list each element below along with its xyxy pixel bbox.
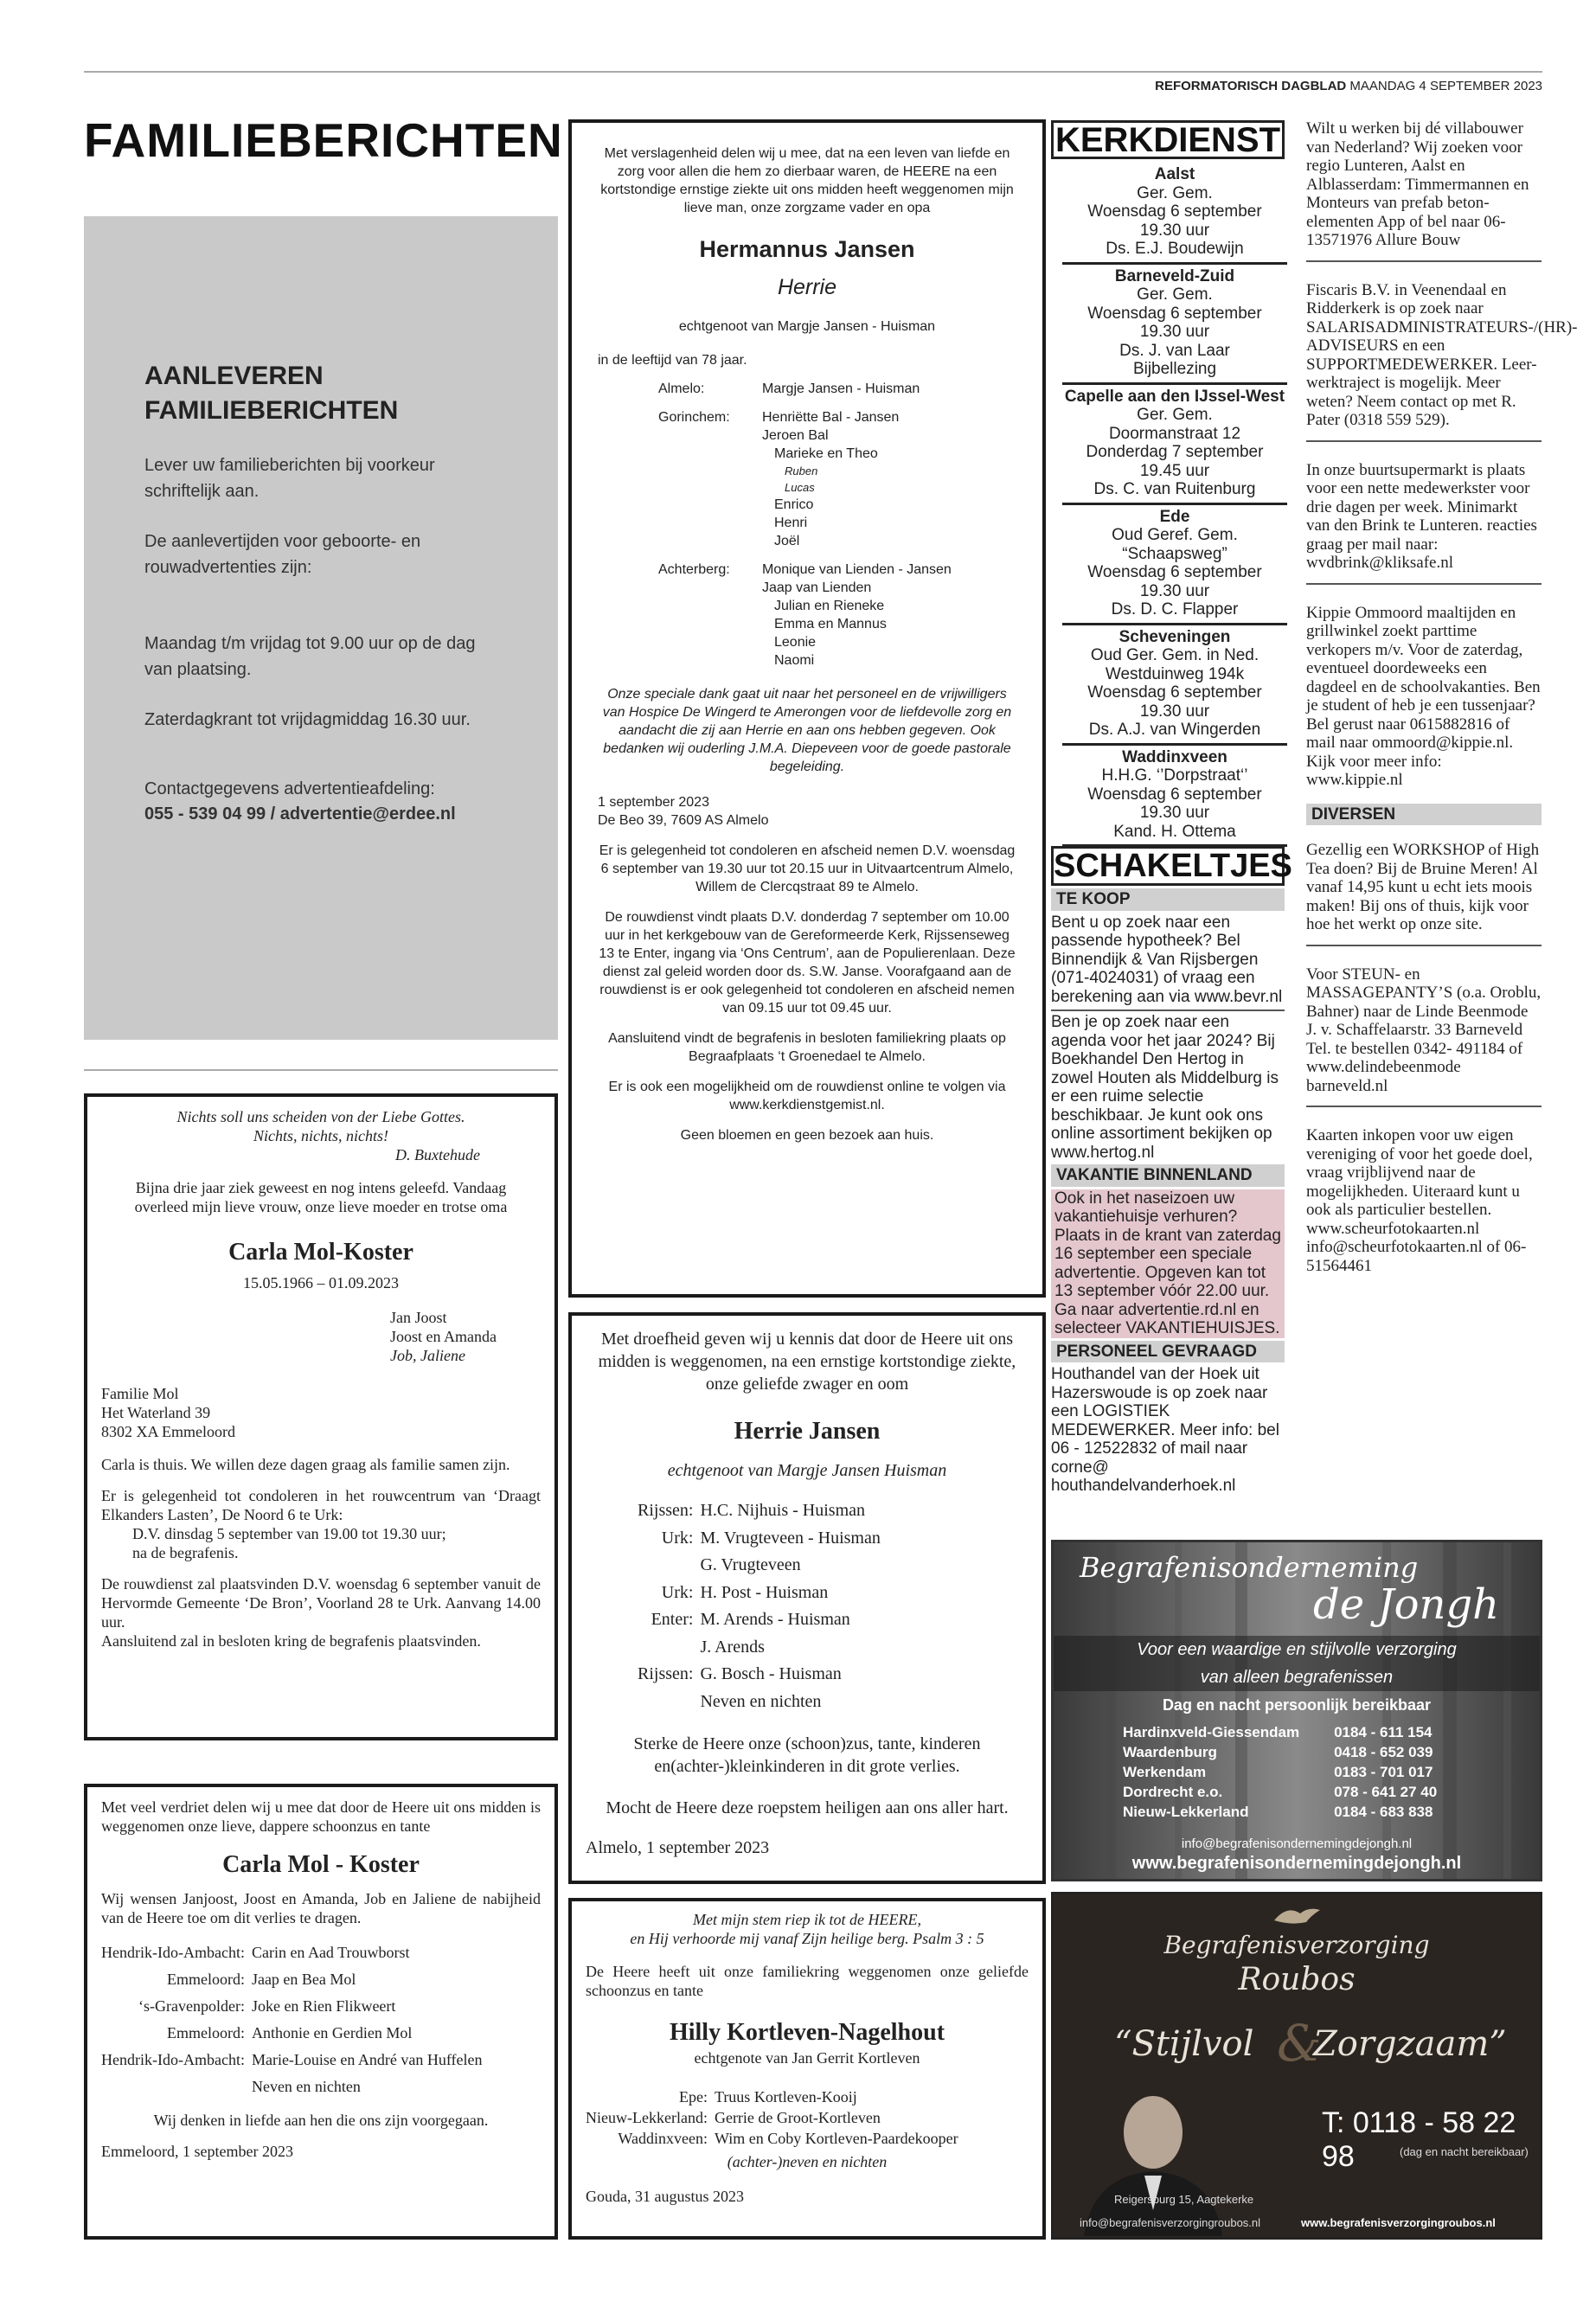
category-personeel: PERSONEEL GEVRAAGD [1051, 1341, 1285, 1363]
names: J. Arends [700, 1637, 765, 1657]
family-member: Henriëtte Bal - Jansen [762, 410, 900, 425]
family-group [598, 408, 1016, 550]
service-line: Ds. E.J. Boudewijn [1106, 240, 1244, 258]
paper-name: REFORMATORISCH DAGBLAD [1155, 79, 1347, 93]
paragraph: Wij denken in liefde aan hen die ons zijn voorgegaan. [153, 2112, 489, 2129]
classified-ad: Voor STEUN- en MASSAGEPANTY’S (o.a. Oroblu, Bahner) naar de Linde Beenmode J. v. Schaffelaarstr. 33 Barneveld Tel. te bestellen 0342- 491184 of www.delindebeenmode barneveld.nl [1306, 965, 1542, 1095]
family-group [598, 380, 1016, 398]
family-row [586, 2128, 958, 2149]
family-member: Marieke en Theo [774, 446, 878, 461]
quote-line: Nichts, nichts, nichts! [253, 1127, 388, 1144]
quote-line: en Hij verhoorde mij vanaf Zijn heilige berg. Psalm 3 : 5 [630, 1930, 984, 1947]
names: Jaap en Bea Mol [251, 1971, 356, 1988]
family-row [101, 1966, 483, 1993]
family-row [638, 1606, 881, 1634]
service-line: 19.30 uur [1139, 804, 1210, 822]
ad-hilly-kortleven [568, 1898, 1046, 2240]
address: De Beo 39, 7609 AS Almelo [598, 813, 769, 828]
thanks: Onze speciale dank gaat uit naar het personeel en de vrijwilligers van Hospice De Wingerd te Amerongen voor de liefdevolle zorg en aandacht die zij aan Herrie en aan ons hebben gegeven. Ook bedanken wij ouderling J.M.A. Diepeveen voor de goede pastorale begeleiding. [602, 687, 1012, 774]
spouse: echtgenoot van Margje Jansen - Huisman [678, 319, 936, 334]
deceased-name: Hermannus Jansen [699, 236, 915, 262]
family-table [586, 2086, 958, 2149]
place: Emmeloord: [166, 1971, 245, 1988]
family-line: Jan Joost [390, 1309, 447, 1326]
family-member: Naomi [774, 653, 815, 668]
service-line: Woensdag 6 september [1087, 785, 1262, 804]
classified-ad: Fiscaris B.V. in Veenendaal en Ridderkerk is op zoek naar SALARISADMINISTRATEURS-/(HR)-ADVISEURS en een SUPPORTMEDEWERKER. Leer-werktraject is mogelijk. Meer weten? Neem contact op met R. Pater (0318 559 529). [1306, 280, 1578, 429]
paragraph: D.V. dinsdag 5 september van 19.00 tot 19.30 uur; [132, 1525, 446, 1542]
schakeltjes-title: SCHAKELTJES [1051, 846, 1285, 886]
place: Dordrecht e.o. [1123, 1784, 1223, 1800]
place: Rijssen: [638, 1664, 694, 1683]
place: Werkendam [1123, 1764, 1207, 1780]
place [638, 1634, 700, 1662]
dejongh-slogan [1054, 1636, 1540, 1691]
service-line: 19.45 uur [1139, 461, 1210, 480]
family-member: Monique van Lienden - Jansen [762, 562, 952, 577]
kerkdienst-entry [1062, 265, 1287, 385]
slogan-line: van alleen begrafenissen [1200, 1668, 1394, 1687]
bird-icon [1270, 1903, 1322, 1929]
slogan-line: Voor een waardige en stijlvolle verzorging [1137, 1640, 1457, 1659]
family-member: Lucas [785, 481, 815, 494]
family-member: Ruben [785, 465, 818, 478]
service-line: Donderdag 7 september [1086, 443, 1264, 461]
names: Neven en nichten [251, 2078, 361, 2095]
intro: Bijna drie jaar ziek geweest en nog intens geleefd. Vandaag overleed mijn lieve vrouw, onze lieve moeder en trotse oma [134, 1179, 508, 1215]
category-te-koop: TE KOOP [1051, 888, 1285, 911]
phone-row [1123, 1802, 1437, 1822]
divider [1306, 945, 1542, 946]
roubos-line1: Begrafenisverzorging [1163, 1931, 1430, 1959]
paragraph: Geen bloemen en geen bezoek aan huis. [680, 1128, 934, 1143]
paragraph: Carla is thuis. We willen deze dagen graag als familie samen zijn. [101, 1456, 510, 1473]
roubos-slogan-b: Zorgzaam” [1313, 2024, 1507, 2064]
names: Gerrie de Groot-Kortleven [714, 2109, 881, 2126]
service-line: Ger. Gem. [1137, 183, 1213, 202]
header-rule [84, 71, 1542, 73]
page-header [1125, 79, 1542, 93]
roubos-address: Reigersburg 15, Aagtekerke [1114, 2193, 1254, 2206]
spouse: echtgenoot van Margje Jansen Huisman [667, 1461, 947, 1480]
place [638, 1552, 700, 1580]
names: H. Post - Huisman [700, 1582, 829, 1602]
classified-ad: Bent u op zoek naar een passende hypotheek? Bel Binnendijk & Van Rijsbergen (071-4024031) of vraag een berekening aan via www.bevr.nl [1051, 913, 1283, 1006]
classified-ad-highlight: Ook in het naseizoen uw vakantiehuisje verhuren? Plaats in de krant van zaterdag 16 september een speciale advertentie. Opgeven kan tot 13 september vóór 22.00 uur. Ga naar advertentie.rd.nl en selecteer VAKANTIEHUISJES. [1051, 1189, 1285, 1338]
classified-ad: Houthandel van der Hoek uit Hazerswoude is op zoek naar een LOGISTIEK MEDEWERKER. Meer info: bel 06 - 12522832 of mail naar corne@ houthandelvanderhoek.nl [1051, 1365, 1279, 1495]
deceased-name: Carla Mol - Koster [222, 1851, 420, 1878]
dejongh-line1: Begrafenisonderneming [1080, 1551, 1419, 1584]
family-row [638, 1661, 881, 1689]
kerkdienst-list [1062, 163, 1287, 847]
footer: Gouda, 31 augustus 2023 [586, 2188, 744, 2205]
dejongh-email[interactable]: info@begrafenisondernemingdejongh.nl [1181, 1836, 1413, 1851]
col1-divider [84, 1069, 558, 1071]
place [101, 2073, 252, 2100]
info-title-2: FAMILIEBERICHTEN [144, 396, 399, 425]
place: Epe: [678, 2088, 708, 2106]
divider [1306, 1106, 1542, 1107]
date: 1 september 2023 [598, 795, 709, 810]
names: H.C. Nijhuis - Huisman [700, 1501, 866, 1520]
service-line: Woensdag 6 september [1087, 683, 1262, 702]
kerkdienst-entry [1062, 505, 1287, 625]
family-line: Joost en Amanda [390, 1328, 497, 1345]
town: Ede [1159, 507, 1190, 526]
place: Emmeloord: [166, 2024, 245, 2041]
info-contact: 055 - 539 04 99 / advertentie@erdee.nl [144, 804, 456, 824]
service-line: Ds. J. van Laar [1119, 341, 1230, 360]
intro: Met verslagenheid delen wij u mee, dat na een leven van liefde en zorg voor allen die hem zo dierbaar waren, de HEERE na een kortstondige ernstige ziekte uit ons midden heeft weggenomen mijn lieve man, onze zorgzame vader en opa [600, 146, 1014, 215]
header-date: MAANDAG 4 SEPTEMBER 2023 [1349, 79, 1542, 93]
service-line: Oud Ger. Gem. in Ned. [1090, 646, 1259, 664]
kerkdienst-entry [1062, 385, 1287, 505]
place: Urk: [661, 1582, 694, 1602]
dejongh-web[interactable]: www.begrafenisondernemingdejongh.nl [1131, 1854, 1462, 1873]
quote-line: Nichts soll uns scheiden von der Liebe Gottes. [176, 1108, 465, 1125]
place: Waddinxveen: [618, 2130, 708, 2147]
dejongh-phone-table [1123, 1722, 1437, 1822]
classified-ad: Kippie Ommoord maaltijden en grillwinkel zoekt parttime verkopers m/v. Voor de zaterdag, eventueel doordeweeks een dagdeel en de schoolvakanties. Ben je student of heb je een tussenjaar? Bel gerust naar 0615882816 of mail naar ommoord@kippie.nl. Kijk voor meer info: www.kippie.nl [1306, 603, 1541, 789]
ad-dejongh [1051, 1540, 1542, 1881]
service-line: Westduinweg 194k [1105, 664, 1245, 683]
ad-herrie-jansen [568, 1312, 1046, 1884]
family-member: Julian en Rieneke [774, 599, 885, 613]
roubos-line2: Roubos [1238, 1962, 1356, 1997]
service-line: Ds. A.J. van Wingerden [1088, 721, 1261, 739]
deceased-name: Herrie Jansen [734, 1418, 881, 1445]
footer: Emmeloord, 1 september 2023 [101, 2143, 293, 2160]
town: Capelle aan den IJssel-West [1064, 387, 1285, 406]
names: G. Bosch - Huisman [700, 1664, 842, 1683]
phone: 0418 - 652 039 [1334, 1744, 1433, 1760]
classified-ad: Gezellig een WORKSHOP of High Tea doen? Bij de Bruine Meren! Al vanaf 14,95 kunt u echt iets moois maken! Bij ons of thuis, kijk voor hoe het werkt op onze site. [1306, 841, 1540, 933]
kerkdienst-entry [1062, 746, 1287, 848]
names: Neven en nichten [700, 1691, 822, 1711]
roubos-phone: T: 0118 - 58 22 98 [1322, 2106, 1516, 2173]
town: Scheveningen [1118, 627, 1231, 646]
service-line: 19.30 uur [1139, 323, 1210, 341]
quote-author: D. Buxtehude [395, 1146, 480, 1163]
footer: Almelo, 1 september 2023 [586, 1838, 770, 1857]
info-p3: Maandag t/m vrijdag tot 9.00 uur op de dag van plaatsing. [144, 634, 476, 679]
address-line: Familie Mol [101, 1385, 179, 1402]
paragraph: Aansluitend zal in besloten kring de begrafenis plaatsvinden. [101, 1632, 481, 1650]
family-group [598, 561, 1016, 670]
family-list [598, 380, 1016, 670]
place: Nieuw-Lekkerland: [586, 2109, 708, 2126]
service-line: Woensdag 6 september [1087, 304, 1262, 323]
service-line: “Schaapsweg” [1122, 544, 1227, 563]
phone-row [1123, 1742, 1437, 1762]
service-line: Oud Geref. Gem. [1112, 526, 1238, 544]
family-place: Achterberg: [658, 562, 730, 577]
family-row [101, 2073, 483, 2100]
service-line: 19.30 uur [1139, 221, 1210, 240]
paragraph: Aansluitend vindt de begrafenis in besloten familiekring plaats op Begraafplaats ‘t Groenedael te Almelo. [608, 1031, 1006, 1064]
family-member: Jeroen Bal [762, 428, 829, 443]
place: Hendrik-Ido-Ambacht: [101, 2051, 245, 2068]
service-line: Woensdag 6 september [1087, 202, 1262, 221]
names: Anthonie en Gerdien Mol [251, 2024, 413, 2041]
kerkdienst-entry [1062, 625, 1287, 746]
classified-ad: Kaarten inkopen voor uw eigen vereniging of voor het goede doel, vraag vrijblijvend naar de mogelijkheden. Uiteraard kunt u ook als particulier bestellen. www.scheurfotokaarten.nl info@scheurfotokaarten.nl of 06-51564461 [1306, 1126, 1533, 1275]
place: Enter: [651, 1610, 694, 1629]
age: in de leeftijd van 78 jaar. [598, 353, 747, 368]
roubos-slogan-amp: & [1277, 2014, 1322, 2073]
phone: 0183 - 701 017 [1334, 1764, 1433, 1780]
divider [1306, 260, 1542, 262]
family-member: Joël [774, 534, 800, 548]
family-row [638, 1525, 881, 1553]
place: Waardenburg [1123, 1744, 1217, 1760]
family-member: Margje Jansen - Huisman [762, 381, 920, 396]
family-member: Leonie [774, 635, 817, 650]
info-p4: Zaterdagkrant tot vrijdagmiddag 16.30 uur. [144, 710, 471, 729]
phone-row [1123, 1762, 1437, 1782]
service-line: Bijbellezing [1132, 360, 1217, 378]
divider [1306, 583, 1542, 585]
family-row [638, 1580, 881, 1607]
names: Truus Kortleven-Kooij [714, 2088, 857, 2106]
classified-ad: In onze buurtsupermarkt is plaats voor een nette medewerkster voor drie dagen per week. Minimarkt van den Brink te Lunteren. reacties graag per mail naar: wvdbrink@kliksafe.nl [1306, 460, 1537, 572]
town: Waddinxveen [1122, 747, 1227, 766]
names: Joke en Rien Flikweert [251, 1997, 396, 2015]
family-row [101, 2047, 483, 2073]
family-member: Enrico [774, 497, 814, 512]
paragraph: De rouwdienst vindt plaats D.V. donderdag 7 september om 10.00 uur in het kerkgebouw van de Gereformeerde Kerk, Rijssenseweg 13 te Enter, ingang via ‘Ons Centrum’, aan de Populierenlaan. Deze dienst zal geleid worden door ds. S.W. Janse. Voorafgaand aan de rouwdienst is er ook gelegenheid tot condoleren en afscheid nemen van 09.15 uur tot 09.45 uur. [599, 910, 1016, 1016]
kerkdienst-title: KERKDIENST [1051, 120, 1285, 159]
paragraph: Er is gelegenheid tot condoleren in het rouwcentrum van ‘Draagt Elkanders Lasten’, De Noord 6 te Urk: [101, 1487, 541, 1523]
deceased-name: Carla Mol-Koster [228, 1239, 413, 1266]
place: ‘s-Gravenpolder: [138, 1997, 245, 2015]
phone-row [1123, 1782, 1437, 1802]
family-member: Henri [774, 516, 808, 530]
place: Rijssen: [638, 1501, 694, 1520]
family-table [638, 1497, 881, 1715]
family-row [638, 1497, 881, 1525]
ad-roubos [1051, 1892, 1542, 2240]
address-line: Het Waterland 39 [101, 1404, 211, 1421]
info-p5: Contactgegevens advertentieafdeling: [144, 779, 435, 798]
service-line: Ds. D. C. Flapper [1111, 600, 1239, 619]
service-line: Ds. C. van Ruitenburg [1093, 480, 1256, 498]
family-row [101, 1939, 483, 1966]
classified-ad: Wilt u werken bij dé villabouwer van Nederland? Wij zoeken voor regio Lunteren, Aalst en Alblasserdam: Timmermannen en Monteurs van prefab beton-elementen App of bel naar 06-13571976 Allure Bouw [1306, 119, 1529, 249]
roubos-email[interactable]: info@begrafenisverzorgingroubos.nl [1080, 2216, 1261, 2229]
quote-line: Met mijn stem riep ik tot de HEERE, [693, 1911, 921, 1928]
names: Carin en Aad Trouwborst [251, 1944, 410, 1961]
info-box [84, 216, 558, 1040]
intro: De Heere heeft uit onze familiekring weggenomen onze geliefde schoonzus en tante [586, 1963, 1029, 1999]
place: Hendrik-Ido-Ambacht: [101, 1944, 245, 1961]
names: Wim en Coby Kortleven-Paardekooper [714, 2130, 958, 2147]
family-member: Jaap van Lienden [762, 580, 872, 595]
service-line: 19.30 uur [1139, 581, 1210, 600]
names: Marie-Louise en André van Huffelen [251, 2051, 483, 2068]
info-title-1: AANLEVEREN [144, 362, 324, 390]
paragraph: Er is gelegenheid tot condoleren en afscheid nemen D.V. woensdag 6 september van 19.30 uur tot 20.15 uur in Uitvaartcentrum Almelo, Willem de Clercqstraat 89 te Almelo. [599, 843, 1016, 894]
phone: 078 - 641 27 40 [1334, 1784, 1438, 1800]
nephews: (achter-)neven en nichten [727, 2153, 888, 2170]
intro: Met droefheid geven wij u kennis dat door de Heere uit ons midden is weggenomen, na een ernstige kortstondige ziekte, onze geliefde zwager en oom [598, 1330, 1016, 1394]
address-line: 8302 XA Emmeloord [101, 1423, 235, 1440]
family-row [586, 2086, 958, 2107]
family-place: Gorinchem: [658, 410, 730, 425]
dejongh-avail: Dag en nacht persoonlijk bereikbaar [1162, 1696, 1432, 1714]
nickname: Herrie [777, 275, 837, 299]
paragraph: Wij wensen Janjoost, Joost en Amanda, Job en Jaliene de nabijheid van de Heere toe om dit verlies te dragen. [101, 1890, 541, 1926]
spouse: echtgenote van Jan Gerrit Kortleven [694, 2049, 920, 2067]
roubos-phone-note: (dag en nacht bereikbaar) [1400, 2145, 1529, 2158]
service-line: Kand. H. Ottema [1113, 822, 1236, 841]
schakeltjes [1051, 846, 1292, 1496]
service-line: Ger. Gem. [1137, 406, 1213, 424]
family-table [101, 1939, 483, 2100]
paragraph: Mocht de Heere deze roepstem heiligen aan ons aller hart. [606, 1798, 1009, 1817]
dejongh-line2: de Jongh [1313, 1580, 1500, 1629]
paragraph: De rouwdienst zal plaatsvinden D.V. woensdag 6 september vanuit de Hervormde Gemeente ‘De Bron’, Voorland 28 te Urk. Aanvang 14.00 uur. [101, 1575, 541, 1631]
place: Nieuw-Lekkerland [1123, 1804, 1249, 1820]
deceased-name: Hilly Kortleven-Nagelhout [669, 2019, 945, 2046]
service-line: Woensdag 6 september [1087, 563, 1262, 581]
service-line: H.H.G. ‘’Dorpstraat‘’ [1101, 766, 1248, 785]
service-line: Doormanstraat 12 [1108, 424, 1241, 443]
kerkdienst-entry [1062, 163, 1287, 265]
family-row [638, 1689, 881, 1716]
service-line: Ger. Gem. [1137, 285, 1213, 304]
names: M. Arends - Huisman [700, 1610, 850, 1629]
ad-carla-mol-koster [84, 1093, 558, 1740]
family-line: Job, Jaliene [390, 1347, 465, 1364]
paragraph: Sterke de Heere onze (schoon)zus, tante, kinderen en(achter-)kleinkinderen in dit grote verlies. [633, 1734, 981, 1776]
ad-carla-mol-koster-2 [84, 1784, 558, 2240]
family-place: Almelo: [658, 381, 705, 396]
family-member: Emma en Mannus [774, 617, 887, 631]
ad-hermannus-jansen [568, 119, 1046, 1298]
section-title: FAMILIEBERICHTEN [84, 113, 563, 167]
divider [1306, 440, 1542, 442]
place [638, 1689, 700, 1716]
paragraph: Er is ook een mogelijkheid om de rouwdienst online te volgen via www.kerkdienstgemist.nl. [608, 1080, 1006, 1112]
info-p1: Lever uw familieberichten bij voorkeur schriftelijk aan. [144, 456, 435, 501]
phone-row [1123, 1722, 1437, 1742]
phone: 0184 - 611 154 [1334, 1724, 1433, 1740]
family-row [101, 1993, 483, 2020]
dates: 15.05.1966 – 01.09.2023 [243, 1274, 399, 1292]
family-row [586, 2107, 958, 2128]
family-row [638, 1552, 881, 1580]
place: Hardinxveld-Giessendam [1123, 1724, 1300, 1740]
classified-ad: Ben je op zoek naar een agenda voor het jaar 2024? Bij Boekhandel Den Hertog in zowel Houten als Middelburg is er een ruime selectie beschikbaar. Je kunt ook ons online assortiment bekijken op www.hertog.nl [1051, 1009, 1285, 1162]
family-row [101, 2020, 483, 2047]
phone: 0184 - 683 838 [1334, 1804, 1433, 1820]
names: G. Vrugteveen [700, 1555, 801, 1574]
right-classifieds [1306, 119, 1578, 1275]
roubos-web[interactable]: www.begrafenisverzorgingroubos.nl [1301, 2216, 1496, 2229]
service-line: 19.30 uur [1139, 702, 1210, 721]
family-row [638, 1634, 881, 1662]
town: Barneveld-Zuid [1114, 266, 1235, 285]
intro: Met veel verdriet delen wij u mee dat door de Heere uit ons midden is weggenomen onze lieve, dappere schoonzus en tante [101, 1798, 541, 1835]
roubos-slogan-a: “Stijlvol [1114, 2024, 1254, 2064]
portrait-photo [1075, 2080, 1231, 2236]
info-p2: De aanlevertijden voor geboorte- en rouwadvertenties zijn: [144, 532, 421, 577]
category-diversen: DIVERSEN [1306, 804, 1542, 826]
names: M. Vrugteveen - Huisman [700, 1528, 881, 1548]
paragraph: na de begrafenis. [132, 1544, 239, 1561]
category-vakantie: VAKANTIE BINNENLAND [1051, 1164, 1285, 1187]
place: Urk: [661, 1528, 694, 1548]
town: Aalst [1154, 165, 1195, 183]
